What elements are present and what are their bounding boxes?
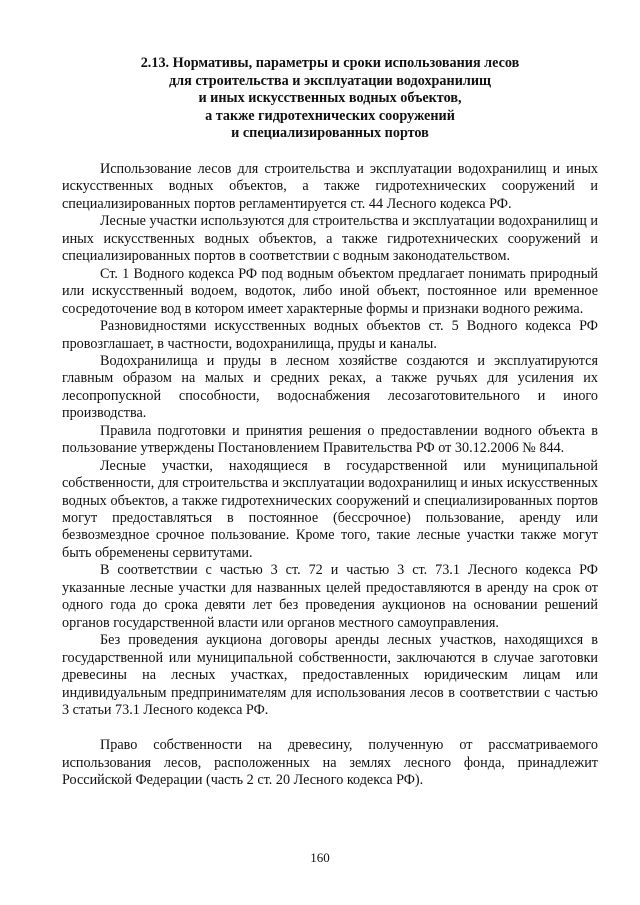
body-text <box>62 161 598 790</box>
paragraph: Лесные участки, находящиеся в государственной или муниципальной собственности, для строительства и эксплуатации водохранилищ и иных искусственных водных объектов, а также гидротехнических сооружений и специализированных портов могут предоставляться в постоянное (бессрочное) пользование, аренду или безвозмездное срочное пользование. Кроме того, такие лесные участки также могут быть обременены сервитутами. <box>62 457 598 561</box>
paragraph: Без проведения аукциона договоры аренды лесных участков, находящихся в государственной или муниципальной собственности, заключаются в случае заготовки древесины на лесных участках, предоставленных юридическим лицам или индивидуальным предпринимателям для использования лесов в соответствии с частью 3 статьи 73.1 Лесного кодекса РФ. <box>62 632 598 719</box>
paragraph: Правила подготовки и принятия решения о предоставлении водного объекта в пользование утверждены Постановлением Правительства РФ от 30.12.2006 № 844. <box>62 422 598 457</box>
heading-line: и иных искусственных водных объектов, <box>198 90 462 107</box>
heading-line: а также гидротехнических сооружений <box>205 107 455 124</box>
paragraph: Водохранилища и пруды в лесном хозяйстве создаются и эксплуатируются главным образом на малых и средних реках, а также ручьях для усиления их лесопропускной способности, водоснабжения лесозаготовительного и иного производства. <box>62 352 598 422</box>
paragraph: В соответствии с частью 3 ст. 72 и частью 3 ст. 73.1 Лесного кодекса РФ указанные лесные участки для названных целей предоставляются в аренду на срок от одного года до срока девяти лет без проведения аукционов на основании решений органов государственной власти или органов местного самоуправления. <box>62 562 598 631</box>
heading-line: и специализированных портов <box>231 125 429 142</box>
paragraph: Использование лесов для строительства и эксплуатации водохранилищ и иных искусственных водных объектов, а также гидротехнических сооружений и специализированных портов регламентируется ст. 44 Лесного кодекса РФ. <box>62 160 598 212</box>
heading-line: для строительства и эксплуатации водохранилищ <box>168 72 491 89</box>
page-number: 160 <box>310 850 330 865</box>
paragraph: Право собственности на древесину, полученную от рассматриваемого использования лесов, расположенных на землях лесного фонда, принадлежит Российской Федерации (часть 2 ст. 20 Лесного кодекса РФ). <box>62 737 598 789</box>
paragraph: Разновидностями искусственных водных объектов ст. 5 Водного кодекса РФ провозглашает, в частности, водохранилища, пруды и каналы. <box>62 318 598 352</box>
heading-line: 2.13. Нормативы, параметры и сроки использования лесов <box>140 55 520 71</box>
section-heading <box>62 55 598 143</box>
paragraph: Лесные участки используются для строительства и эксплуатации водохранилищ и иных искусственных водных объектов, а также гидротехнических сооружений и специализированных портов в соответствии с водным законодательством. <box>62 213 598 265</box>
paragraph: Ст. 1 Водного кодекса РФ под водным объектом предлагает понимать природный или искусственный водоем, водоток, либо иной объект, постоянное или временное сосредоточение вод в котором имеет характерные формы и признаки водного режима. <box>62 265 598 317</box>
